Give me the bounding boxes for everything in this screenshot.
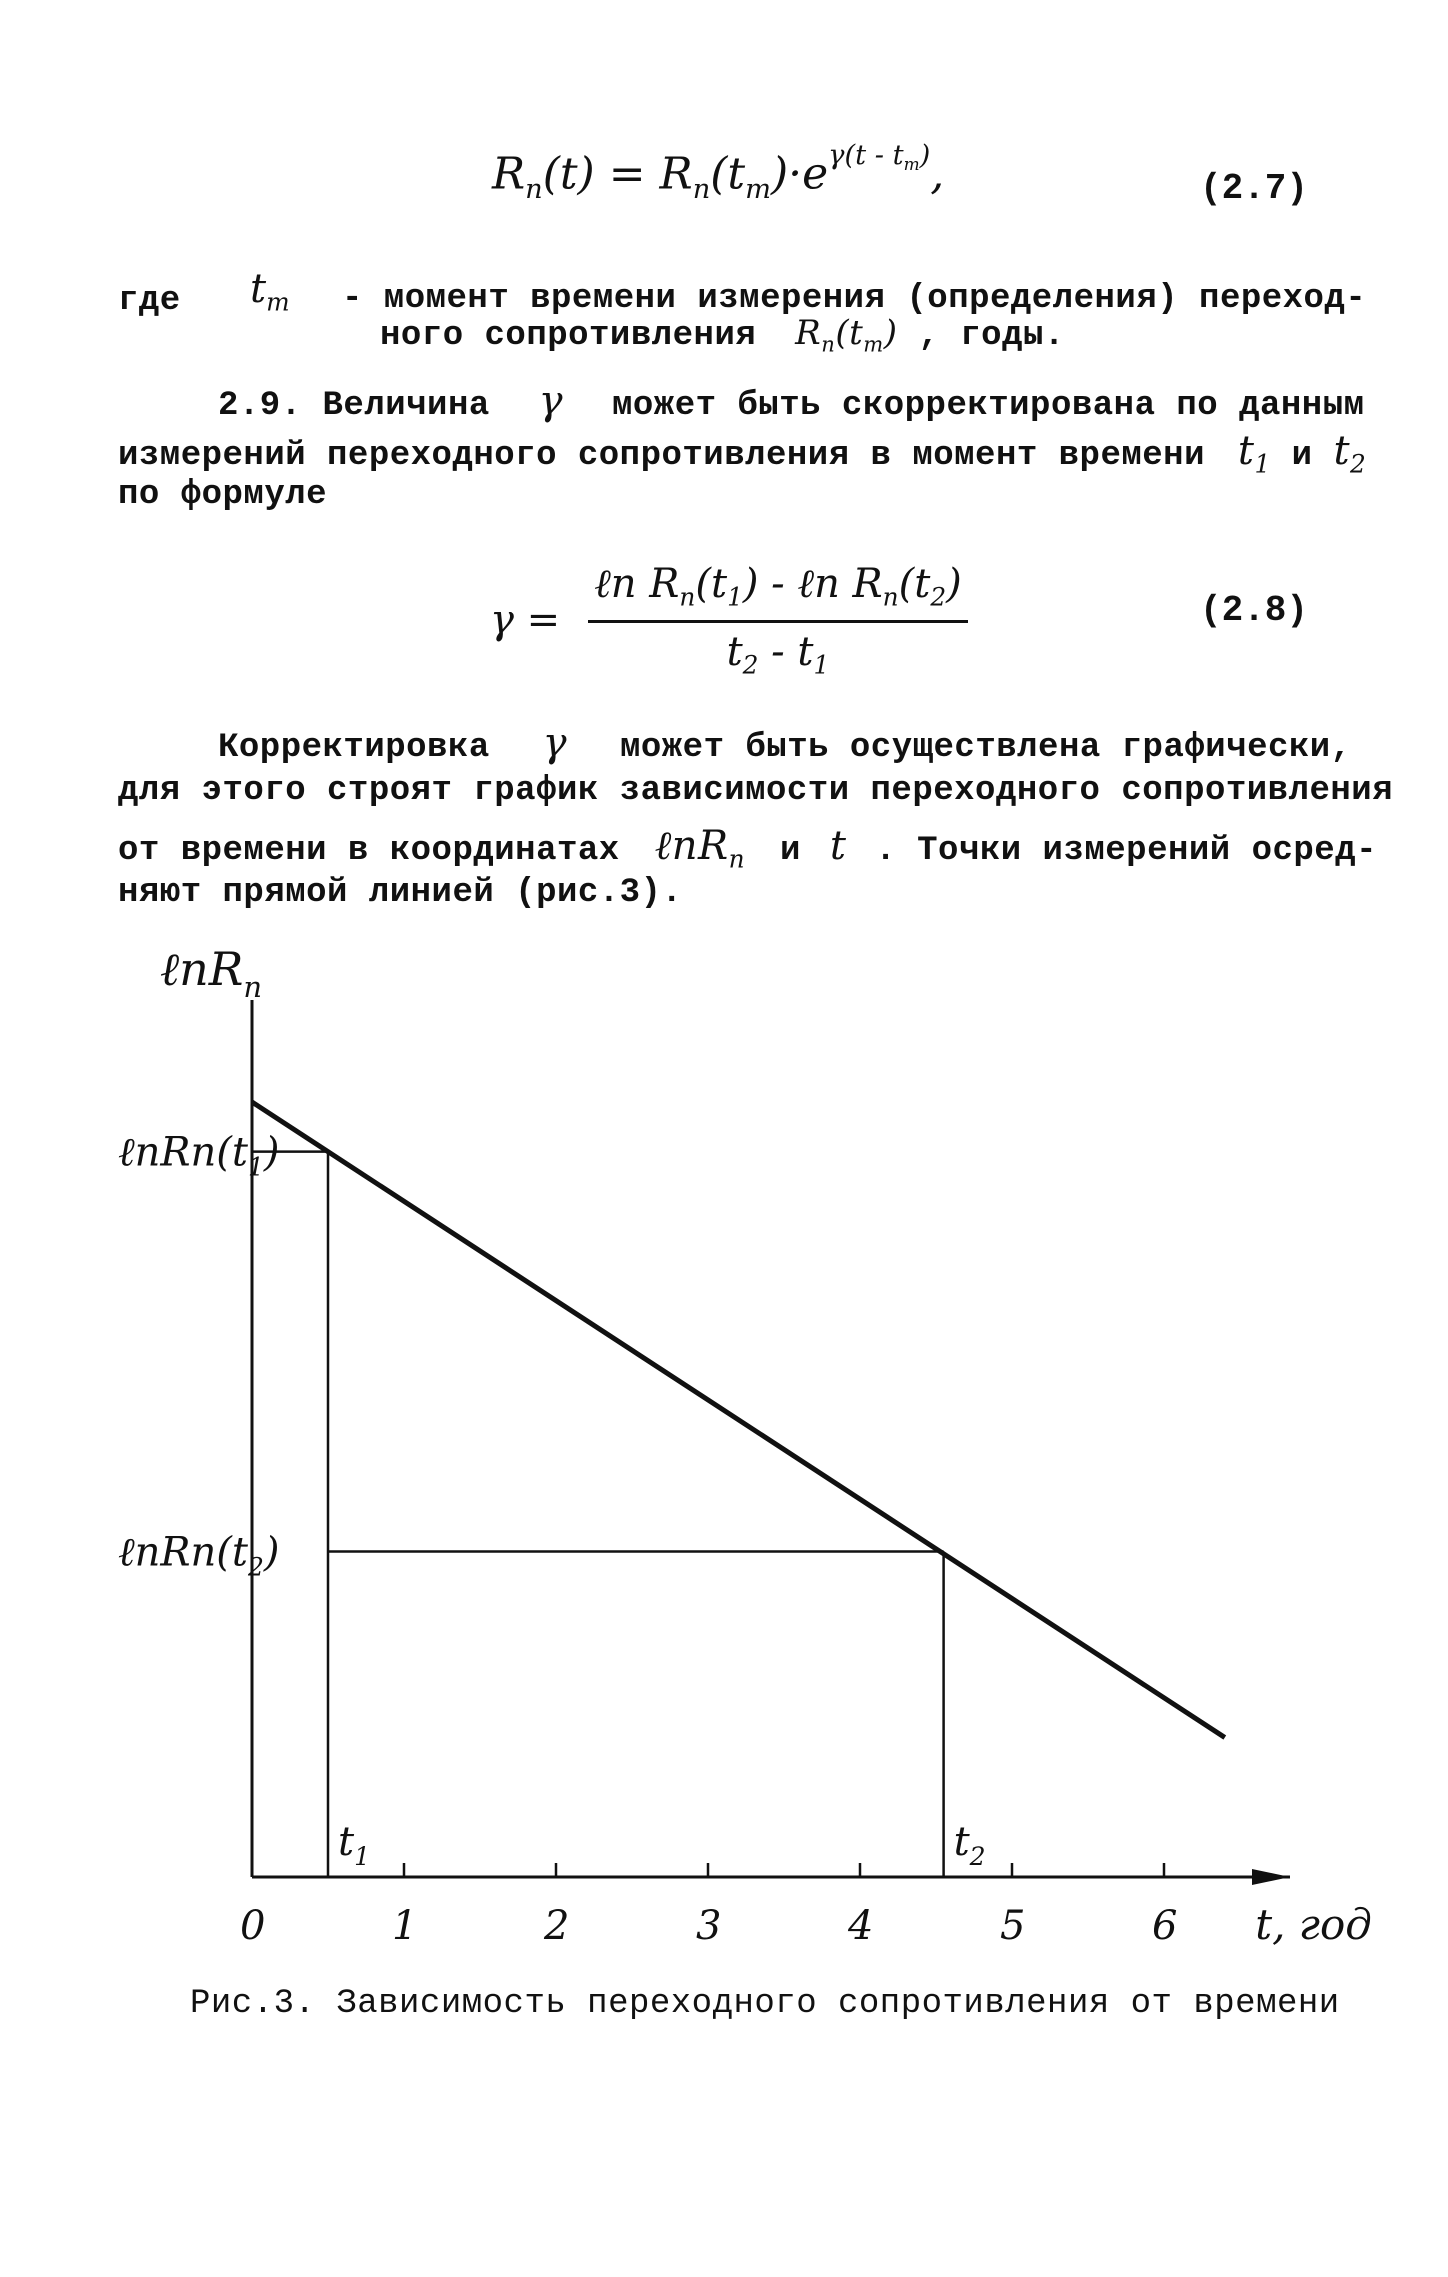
where-sym-close: ): [883, 313, 898, 353]
para-corr-sym2: t: [829, 823, 847, 869]
para-corr-b: может быть осуществлена графически,: [619, 729, 1352, 767]
eq28-num-a: ℓn R: [594, 561, 680, 607]
eq28-den-b: - t: [758, 628, 814, 675]
eq27-rhs-arg: (t: [710, 148, 746, 200]
where-word: где: [118, 282, 181, 320]
equation-number-2-7: (2.7): [1200, 168, 1309, 209]
eq28-den-a: t: [726, 628, 743, 675]
para-corr-line-4: няют прямой линией (рис.3).: [118, 874, 683, 912]
para-corr-and: и: [780, 832, 801, 870]
figure-caption: Рис.3. Зависимость переходного сопротивления от времени: [190, 1985, 1340, 2023]
equation-number-2-8: (2.8): [1200, 590, 1309, 631]
para-corr-line-3-text: от времени в координатах: [118, 832, 620, 870]
para-2-9-a: Величина: [322, 387, 490, 425]
eq27-rhs-sub: п: [692, 174, 711, 206]
x-tick-label: 3: [696, 1903, 722, 1949]
marker-y-label: $\ell nRп(t_2)$: [118, 1529, 280, 1582]
where-sym-arg: (t: [835, 313, 864, 353]
eq27-lhs-sub: п: [525, 174, 543, 206]
para-2-9-t2-sub: 2: [1350, 449, 1367, 479]
para-2-9-gamma: γ: [538, 378, 564, 424]
eq27-comma: ,: [930, 148, 945, 200]
trend-line: [252, 1102, 1225, 1738]
x-axis-label: t, год: [1255, 1900, 1372, 1949]
x-tick-label: 2: [544, 1903, 570, 1949]
eq28-num-b: (t: [695, 561, 728, 607]
where-sym-r-sub: п: [821, 331, 836, 357]
eq27-rhs-tail: )·e: [770, 148, 829, 200]
eq27-lhs-arg: (t) = R: [542, 148, 693, 200]
para-corr-line-3-tail: . Точки измерений осред-: [875, 832, 1378, 870]
eq27-exp-a: γ(t - t: [828, 140, 904, 171]
x-tick-label: 5: [1000, 1903, 1026, 1949]
para-corr-sym1-sub: п: [728, 844, 746, 874]
x-tick-label: 1: [392, 1903, 418, 1949]
marker-y-label: $\ell nRп(t_1)$: [118, 1129, 280, 1182]
para-2-9-number: 2.9.: [218, 387, 302, 425]
para-corr-sym1-text: ℓnR: [654, 823, 729, 869]
para-2-9-line-2-text: измерений переходного сопротивления в момент времени: [118, 437, 1205, 475]
para-2-9-line-3: по формуле: [118, 476, 328, 514]
eq28-num-e: ): [946, 561, 962, 607]
para-corr-line-2: для этого строят график зависимости переходного сопротивления: [118, 772, 1394, 810]
eq28-lhs: γ =: [490, 596, 561, 643]
where-line-2-tail: , годы.: [918, 317, 1065, 355]
x-axis-arrow: [1252, 1869, 1290, 1885]
x-tick-label: 0: [240, 1903, 266, 1949]
eq28-num-d: (t: [898, 561, 931, 607]
para-2-9-and: и: [1291, 437, 1313, 475]
where-sym-r: R: [795, 313, 822, 353]
para-2-9-t1-sub: 1: [1254, 449, 1271, 479]
eq28-num-b-sub: 1: [727, 582, 743, 612]
para-corr-a: Корректировка: [218, 729, 490, 767]
eq28-num-c-sub: п: [882, 582, 899, 612]
x-tick-label: 6: [1152, 1903, 1178, 1949]
para-2-9-t2-t: t: [1333, 428, 1351, 474]
where-sym-arg-sub: m: [863, 331, 884, 357]
para-2-9-b: может быть скорректирована по данным: [611, 387, 1365, 425]
eq27-lhs: R: [492, 148, 526, 200]
eq28-num-a-sub: п: [679, 582, 696, 612]
marker-t-label: $t_2$: [953, 1819, 986, 1871]
where-line-1: - момент времени измерения (определения) переход-: [342, 280, 1367, 318]
eq28-den-a-sub: 2: [742, 650, 759, 680]
marker-t-label: $t_1$: [338, 1819, 370, 1871]
eq27-exp-c: ): [919, 140, 931, 171]
eq27-rhs-arg-sub: m: [745, 174, 771, 206]
eq28-num-d-sub: 2: [930, 582, 947, 612]
eq28-den-b-sub: 1: [813, 650, 830, 680]
para-corr-gamma: γ: [542, 720, 568, 766]
para-2-9-t1-t: t: [1237, 428, 1255, 474]
y-axis-label: ℓnR$_п$: [160, 942, 263, 1004]
eq27-exp-b: m: [903, 153, 920, 174]
where-line-2-text: ного сопротивления: [380, 317, 757, 355]
where-symbol-sub: m: [266, 287, 290, 317]
where-symbol-t: t: [250, 266, 267, 312]
eq28-num-c: ) - ℓn R: [742, 561, 883, 607]
x-tick-label: 4: [848, 1903, 874, 1949]
